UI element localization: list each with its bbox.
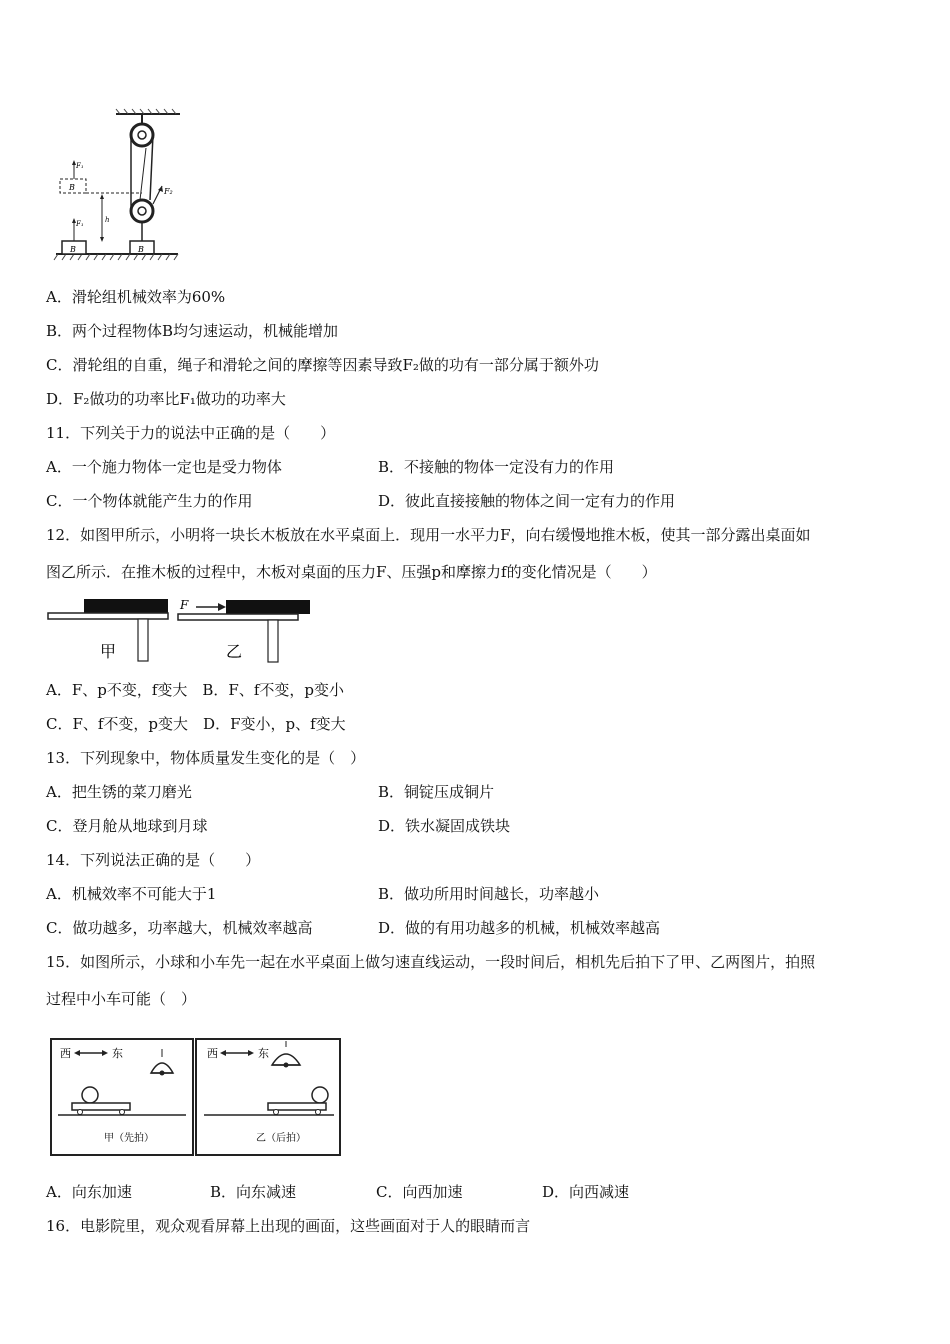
q11-stem: 11．下列关于力的说法中正确的是（ ）: [46, 424, 336, 442]
west-label-yi: 西: [207, 1047, 218, 1060]
q15-options: [46, 1182, 629, 1202]
q12-options-row1: A．F、p不变，f变大 B．F、f不变，p变小: [46, 681, 344, 699]
f1-label-bottom: F₁: [76, 220, 84, 228]
q16-stem: 16．电影院里，观众观看屏幕上出现的画面，这些画面对于人的眼睛而言: [46, 1217, 531, 1235]
q15-option-d: D．向西减速: [542, 1183, 630, 1201]
q15-option-b: B．向东减速: [210, 1183, 297, 1201]
force-label: F: [180, 598, 189, 612]
q14-option-d: D．做的有用功越多的机械，机械效率越高: [378, 919, 661, 937]
q12-options-row2: C．F、f不变，p变大 D．F变小，p、f变大: [46, 715, 346, 733]
q10-option-b: B．两个过程物体B均匀速运动，机械能增加: [46, 322, 339, 340]
f1-label-top: F₁: [76, 162, 84, 170]
block-b-right-label: B: [138, 245, 144, 254]
q11-option-b: B．不接触的物体一定没有力的作用: [378, 458, 615, 476]
q11-option-a: A．一个施力物体一定也是受力物体: [46, 458, 282, 476]
q15-stem-line2: 过程中小车可能（ ）: [46, 990, 197, 1008]
east-label-yi: 东: [258, 1047, 269, 1060]
west-label-jia: 西: [60, 1047, 71, 1060]
east-label-jia: 东: [112, 1047, 123, 1060]
q14-option-c: C．做功越多，功率越大，机械效率越高: [46, 919, 313, 937]
q10-option-c: C．滑轮组的自重，绳子和滑轮之间的摩擦等因素导致F₂做的功有一部分属于额外功: [46, 356, 599, 374]
q15-option-a: A．向东加速: [46, 1183, 132, 1201]
q15-option-c: C．向西加速: [376, 1183, 463, 1201]
q14-stem: 14．下列说法正确的是（ ）: [46, 851, 261, 869]
q13-option-c: C．登月舱从地球到月球: [46, 817, 208, 835]
q13-option-d: D．铁水凝固成铁块: [378, 817, 511, 835]
q13-option-b: B．铜锭压成铜片: [378, 783, 495, 801]
caption-jia: 甲（先拍）: [104, 1133, 154, 1144]
pulley-figure: [50, 108, 190, 266]
q12-stem-line1: 12．如图甲所示，小明将一块长木板放在水平桌面上．现用一水平力F，向右缓慢地推木板，使其一部分露出桌面如: [46, 526, 811, 544]
label-jia: 甲: [100, 642, 117, 661]
caption-yi: 乙（后拍）: [256, 1133, 306, 1144]
f2-label: F₂: [164, 187, 173, 196]
q14-option-a: A．机械效率不可能大于1: [46, 885, 217, 903]
block-b-dashed-label: B: [69, 183, 75, 192]
q14-option-b: B．做功所用时间越长，功率越小: [378, 885, 600, 903]
q15-stem-line1: 15．如图所示，小球和小车先一起在水平桌面上做匀速直线运动，一段时间后，相机先后拍下了甲、乙两图片，拍照: [46, 953, 816, 971]
q13-option-a: A．把生锈的菜刀磨光: [46, 783, 192, 801]
q13-stem: 13．下列现象中，物体质量发生变化的是（ ）: [46, 749, 366, 767]
q12-stem-line2: 图乙所示．在推木板的过程中，木板对桌面的压力F、压强p和摩擦力f的变化情况是（ ）: [46, 563, 657, 581]
q11-option-c: C．一个物体就能产生力的作用: [46, 492, 253, 510]
label-yi: 乙: [226, 642, 243, 661]
q10-option-d: D．F₂做功的功率比F₁做功的功率大: [46, 390, 286, 408]
block-b-left-label: B: [70, 245, 76, 254]
camera-photos-figure: [50, 1037, 342, 1159]
q11-option-d: D．彼此直接接触的物体之间一定有力的作用: [378, 492, 676, 510]
board-table-figure: [46, 594, 318, 668]
h-label: h: [105, 216, 110, 224]
q10-option-a: A．滑轮组机械效率为60%: [46, 288, 226, 306]
